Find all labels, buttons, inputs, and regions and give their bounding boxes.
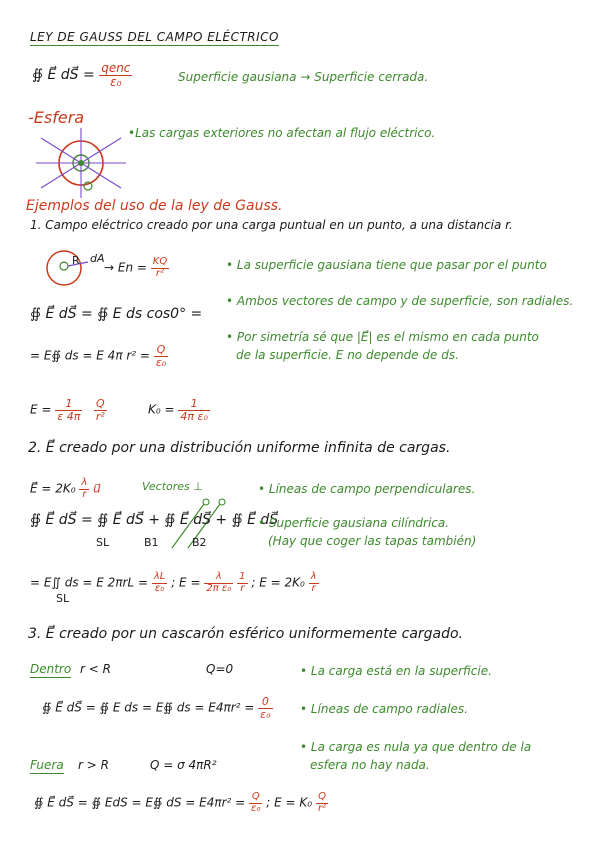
- vectors-label: Vectores ⊥: [142, 480, 203, 493]
- ex1-eq2-frac: [154, 344, 168, 368]
- ex2-sub-b2: B2: [192, 536, 207, 549]
- ex2-eq3-num: λL: [153, 571, 166, 582]
- ex3-bullet-4: esfera no hay nada.: [310, 758, 430, 772]
- inside-charge: Q=0: [206, 662, 234, 676]
- ex2-eq5-den: r: [311, 582, 316, 594]
- ex1-eq1: ∯ E⃗ dS⃗ = ∯ E ds cos0° =: [30, 306, 203, 322]
- ex2-eq1-num: λ: [81, 477, 88, 488]
- ex2-eq4-den2: r: [240, 582, 245, 594]
- field-eq-frac: [151, 257, 169, 279]
- ex2-eq4-lhs: ; E =: [171, 575, 201, 590]
- field-eq-den: r²: [155, 267, 165, 279]
- ex2-eq1: [30, 478, 101, 500]
- ex1-bullet-2: • Ambos vectores de campo y de superficie, son radiales.: [226, 294, 574, 308]
- ex1-eq4-lhs: K₀ =: [148, 402, 175, 417]
- field-eq-num: KQ: [152, 256, 168, 267]
- inside-eq-num: 0: [258, 696, 272, 709]
- ex2-eq1-lhs: E⃗ = 2K₀: [30, 481, 76, 496]
- ex2-eq4-den: 2π ε₀: [206, 582, 232, 594]
- ex1-eq4: [148, 398, 210, 422]
- ex3-bullet-2: • Líneas de campo radiales.: [300, 702, 468, 716]
- radius-label: R: [72, 254, 80, 267]
- ex3-bullet-3: • La carga es nula ya que dentro de la: [300, 740, 532, 754]
- ex1-eq3-num1: 1: [55, 398, 82, 411]
- ex2-eq4-frac: [204, 572, 233, 594]
- ex2-eq1-den: r: [82, 488, 87, 500]
- ex1-title: 1. Campo eléctrico creado por una carga puntual en un punto, a una distancia r.: [30, 218, 513, 232]
- ex2-bullet-3: (Hay que coger las tapas también): [268, 534, 477, 548]
- ex1-eq3: [30, 398, 107, 422]
- point-charge-diagram: [44, 248, 94, 288]
- ex2-bullet-1: • Líneas de campo perpendiculares.: [258, 482, 476, 496]
- inside-condition: r < R: [80, 662, 111, 676]
- sphere-diagram: [36, 128, 126, 198]
- ex3-bullet-1: • La carga está en la superficie.: [300, 664, 492, 678]
- ex1-eq2: [30, 344, 168, 368]
- ex2-eq2: ∯ E⃗ dS⃗ = ∯ E⃗ dS⃗ + ∯ E⃗ dS⃗ + ∯ E⃗ dS⃗: [30, 512, 279, 528]
- ex2-sub-b1: B1: [144, 536, 159, 549]
- ex2-eq4-num: λ: [204, 572, 233, 584]
- ex2-eq3-den: ε₀: [154, 582, 165, 594]
- outside-eq-lhs: ∯ E⃗ dS⃗ = ∯ EdS = E∯ dS = E4πr² =: [34, 795, 246, 810]
- formula-den: ε₀: [110, 74, 122, 89]
- outside-eq: [34, 792, 328, 814]
- ex2-eq3: [30, 572, 319, 594]
- ex1-eq4-frac: [178, 398, 209, 422]
- formula-num: qenc: [101, 61, 131, 75]
- inside-eq-den: ε₀: [260, 707, 271, 721]
- ex2-eq5-frac: [309, 572, 319, 594]
- ex1-eq3-den2: r²: [95, 409, 105, 423]
- formula-fraction: [99, 62, 132, 88]
- ex1-eq3-num2: Q: [94, 398, 107, 411]
- ex2-eq3-sub: SL: [56, 592, 70, 605]
- inside-label: Dentro: [30, 662, 72, 676]
- sphere-heading: -Esfera: [28, 108, 85, 127]
- ex1-eq3-frac2: [94, 398, 107, 422]
- da-label: dA: [90, 252, 105, 265]
- ex1-eq3-lhs: E =: [30, 402, 52, 417]
- ex1-eq2-lhs: = E∯ ds = E 4π r² =: [30, 348, 150, 363]
- ex1-eq4-den: 4π ε₀: [180, 409, 208, 423]
- outside-eq2-num: Q: [316, 792, 328, 804]
- ex1-eq2-den: ε₀: [155, 355, 167, 369]
- intro-note: Superficie gausiana → Superficie cerrada.: [178, 70, 429, 84]
- ex1-field-eq: [104, 257, 169, 279]
- ex1-eq2-num: Q: [154, 344, 168, 357]
- ex2-eq3-lhs: = E∬ ds = E 2πrL =: [30, 575, 149, 590]
- page-title: LEY DE GAUSS DEL CAMPO ELÉCTRICO: [30, 30, 279, 44]
- inside-eq-lhs: ∯ E⃗ dS⃗ = ∯ E ds = E∯ ds = E4πr² =: [42, 700, 255, 715]
- ex2-eq1-vec: u⃗: [93, 481, 101, 496]
- ex2-eq3-frac: [152, 572, 168, 594]
- outside-eq-den: ε₀: [251, 802, 261, 814]
- outside-label: Fuera: [30, 758, 64, 772]
- ex2-eq5-lhs: ; E = 2K₀: [251, 575, 305, 590]
- ex1-bullet-3: • Por simetría sé que |E⃗| es el mismo en cada punto: [226, 330, 539, 344]
- outside-charge: Q = σ 4πR²: [150, 758, 217, 772]
- ex1-eq3-den1: ε 4π: [57, 409, 81, 423]
- outside-eq-num: Q: [249, 792, 262, 804]
- outside-eq2-den: r²: [317, 802, 327, 814]
- field-eq-lhs: → En =: [104, 260, 147, 275]
- outside-condition: r > R: [78, 758, 109, 772]
- ex3-title: 3. E⃗ creado por un cascarón esférico uniformemente cargado.: [28, 626, 464, 642]
- ex2-sub-sl: SL: [96, 536, 110, 549]
- ex2-title: 2. E⃗ creado por una distribución uniforme infinita de cargas.: [28, 440, 451, 456]
- ex2-eq1-frac: [79, 478, 89, 500]
- ex2-bullet-2: • Superficie gausiana cilíndrica.: [258, 516, 450, 530]
- inside-eq-frac: [258, 696, 272, 720]
- ex2-eq5-num: λ: [310, 571, 317, 582]
- ex2-eq4-num2: 1: [239, 571, 246, 582]
- gauss-law-formula: [32, 62, 132, 88]
- inside-eq: [42, 696, 273, 720]
- outside-eq2-lhs: ; E = K₀: [266, 795, 313, 810]
- formula-lhs: ∯ E⃗ dS⃗ =: [32, 67, 95, 84]
- ex1-eq3-frac1: [55, 398, 82, 422]
- examples-heading: Ejemplos del uso de la ley de Gauss.: [26, 198, 283, 214]
- outside-eq-frac: [249, 792, 262, 814]
- ex1-bullet-1: • La superficie gausiana tiene que pasar por el punto: [226, 258, 547, 272]
- ex1-bullet-4: de la superficie. E no depende de ds.: [236, 348, 459, 362]
- outside-eq2-frac: [316, 792, 328, 814]
- sphere-note: •Las cargas exteriores no afectan al flujo eléctrico.: [128, 126, 436, 140]
- ex2-eq4-frac2: [237, 572, 247, 594]
- ex1-eq4-num: 1: [178, 398, 209, 411]
